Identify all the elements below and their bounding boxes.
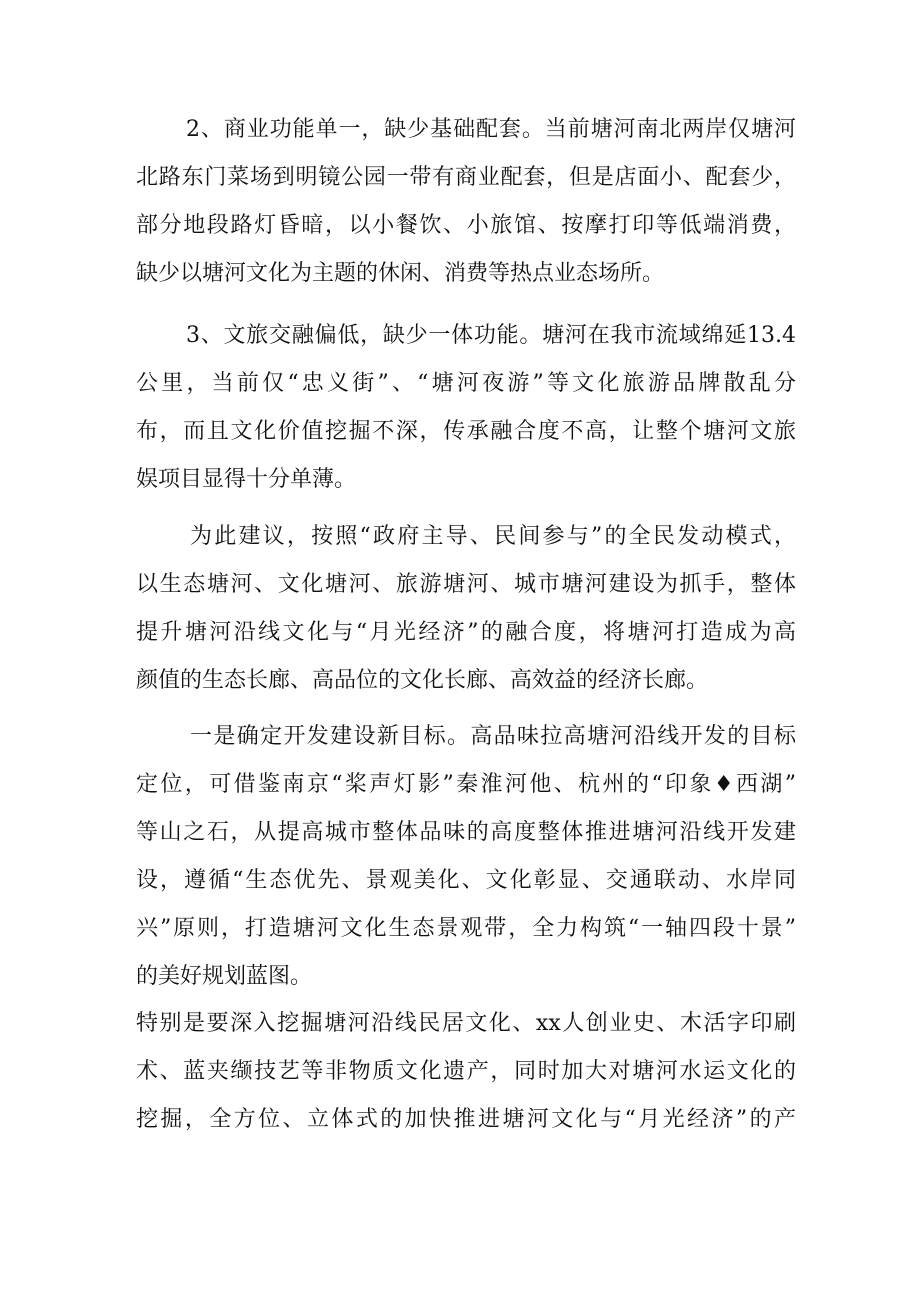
paragraph-line: 布，而且文化价值挖掘不深，传承融合度不高，让整个塘河文旅 [136, 419, 796, 444]
paragraph-line: 兴”原则，打造塘河文化生态景观带，全力构筑“一轴四段十景” [136, 916, 796, 941]
paragraph-line: 颜值的生态长廊、高品位的文化长廊、高效益的经济长廊。 [136, 668, 709, 693]
paragraph-line: 缺少以塘河文化为主题的休闲、消费等热点业态场所。 [136, 261, 665, 286]
paragraph-line: 术、蓝夹缬技艺等非物质文化遗产，同时加大对塘河水运文化的 [136, 1059, 796, 1084]
paragraph-line: 娱项目显得十分单薄。 [136, 467, 357, 492]
paragraph-line: 3、文旅交融偏低，缺少一体功能。塘河在我市流域绵延13.4 [186, 323, 796, 348]
paragraph-recommendation [136, 513, 796, 705]
paragraph-line: 等山之石，从提高城市整体品味的高度整体推进塘河沿线开发建 [136, 820, 796, 845]
paragraph-line: 定位，可借鉴南京“桨声灯影”秦淮河他、杭州的“印象♦西湖” [136, 772, 796, 797]
paragraph-line: 以生态塘河、文化塘河、旅游塘河、城市塘河建设为抓手，整体 [136, 572, 796, 597]
paragraph-line: 北路东门菜场到明镜公园一带有商业配套，但是店面小、配套少， [136, 165, 796, 190]
paragraph-line: 一是确定开发建设新目标。高品味拉高塘河沿线开发的目标 [190, 724, 796, 749]
paragraph-line: 设，遵循“生态优先、景观美化、文化彰显、交通联动、水岸同 [136, 868, 796, 893]
paragraph-heritage [136, 1000, 796, 1144]
paragraph-line: 特别是要深入挖掘塘河沿线民居文化、xx人创业史、木活字印刷 [136, 1011, 796, 1036]
paragraph-line: 部分地段路灯昏暗，以小餐饮、小旅馆、按摩打印等低端消费， [136, 213, 796, 238]
paragraph-line: 的美好规划蓝图。 [136, 964, 313, 989]
paragraph-line: 为此建议，按照“政府主导、民间参与”的全民发动模式， [190, 524, 796, 549]
paragraph-line: 公里，当前仅“忠义街”、“塘河夜游”等文化旅游品牌散乱分 [136, 371, 796, 396]
paragraph-commercial-function [136, 106, 796, 298]
paragraph-development-goal [136, 713, 796, 1001]
paragraph-line: 提升塘河沿线文化与“月光经济”的融合度，将塘河打造成为高 [136, 620, 796, 645]
paragraph-culture-tourism [136, 312, 796, 504]
paragraph-line: 2、商业功能单一，缺少基础配套。当前塘河南北两岸仅塘河 [186, 117, 796, 142]
paragraph-line: 挖掘，全方位、立体式的加快推进塘河文化与“月光经济”的产 [136, 1107, 796, 1132]
